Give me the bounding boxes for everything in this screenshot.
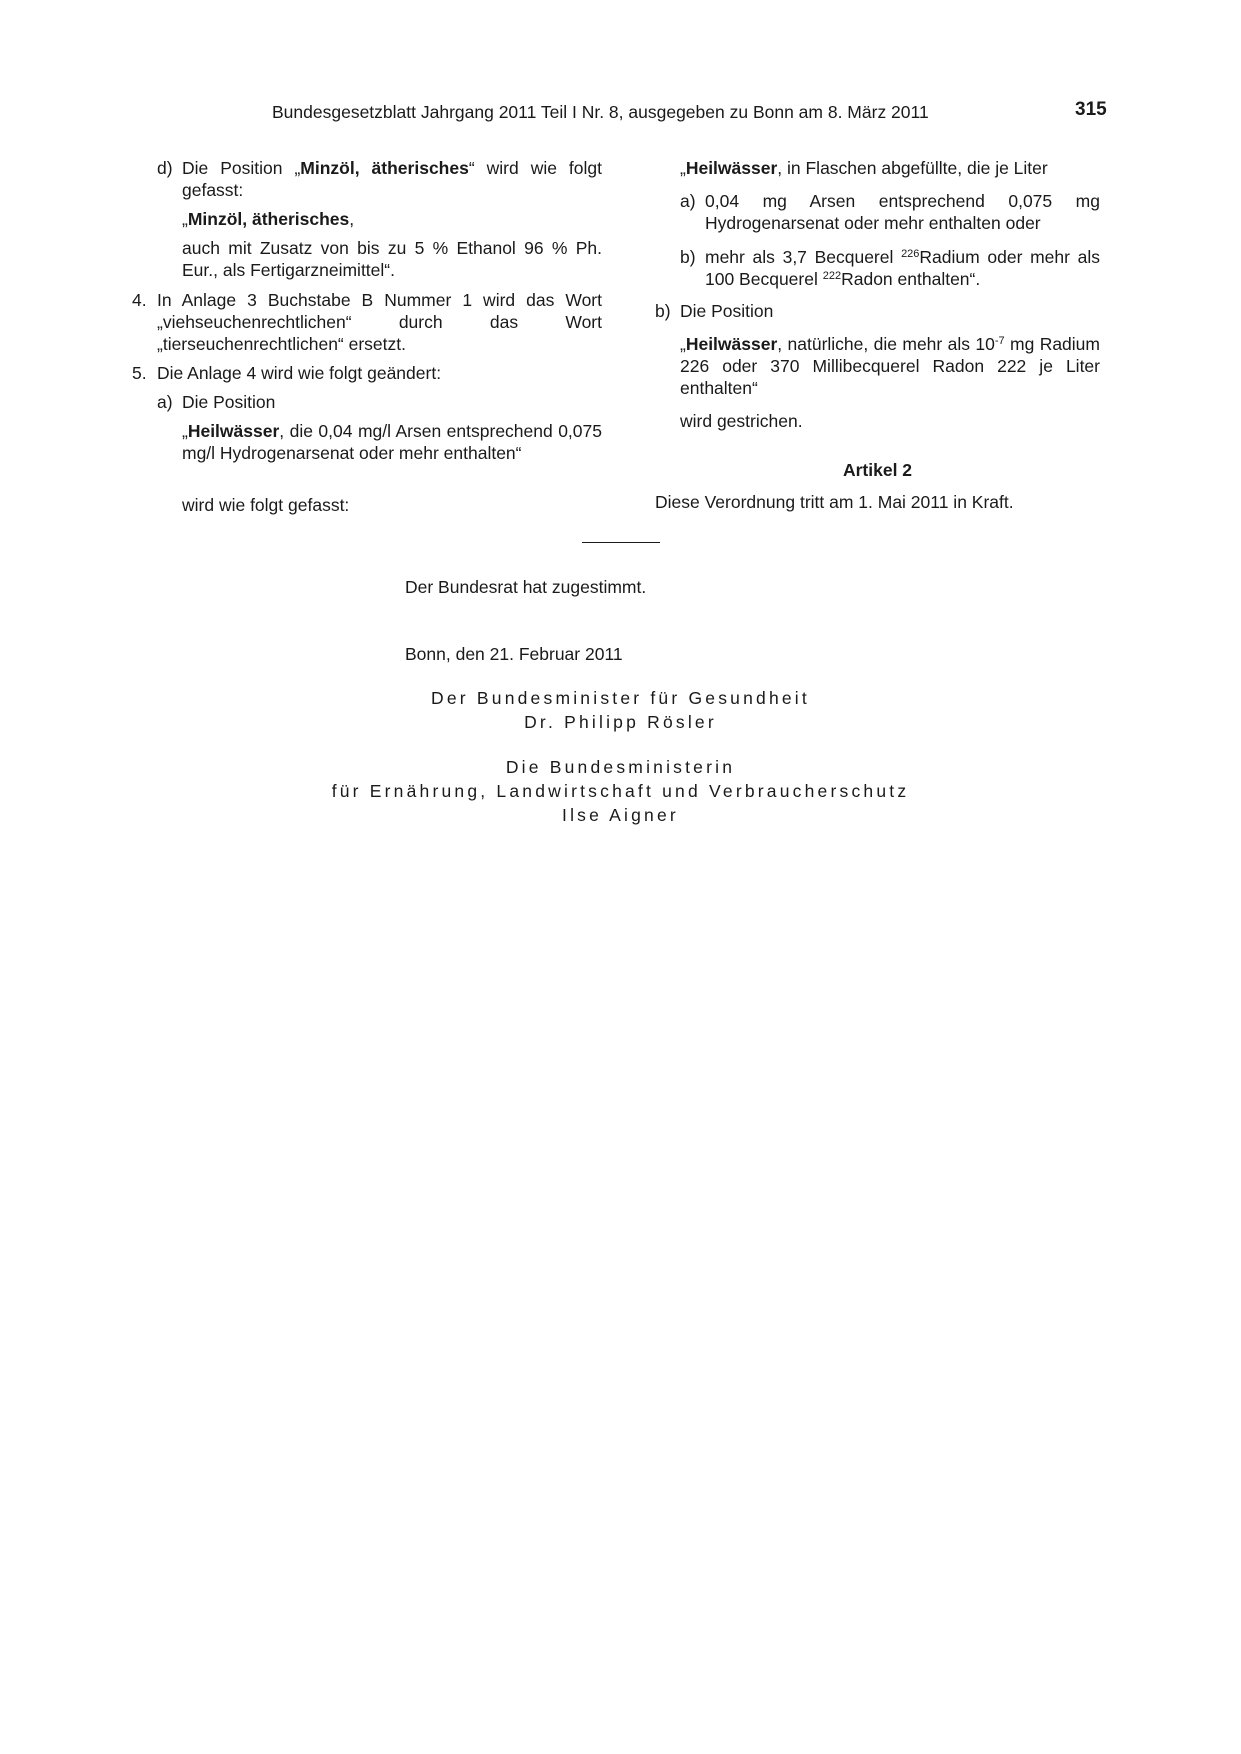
place-date: Bonn, den 21. Februar 2011 xyxy=(405,644,623,664)
item-5b-label: b) xyxy=(655,301,671,321)
item-d-quote: „Minzöl, ätherisches, xyxy=(182,209,355,229)
running-title: Bundesgesetzblatt Jahrgang 2011 Teil I Nr. 8, ausgegeben zu Bonn am 8. März 2011 xyxy=(272,102,929,122)
signature-2-title-line1: Die Bundesministerin xyxy=(505,757,736,777)
item-5-text: Die Anlage 4 wird wie folgt geändert: xyxy=(157,363,442,383)
section-divider xyxy=(582,542,660,543)
right-a-label: a) xyxy=(680,191,696,211)
signature-2-name: Ilse Aigner xyxy=(562,805,679,825)
item-5b-quote: „Heilwässer, natürliche, die mehr als $10^{-7}$ mg Radium 226 oder 370 Millibecquerel Radon 222 je Liter enthalten“ xyxy=(680,334,1100,398)
right-a-text: 0,04 mg Arsen entsprechend 0,075 mg Hydrogenarsenat oder mehr enthalten oder xyxy=(705,191,1100,233)
consent-statement: Der Bundesrat hat zugestimmt. xyxy=(405,577,647,597)
item-5a-text: Die Position xyxy=(182,392,276,412)
item-4-text: In Anlage 3 Buchstabe B Nummer 1 wird das Wort „viehseuchenrechtlichen“ durch das Wort „tierseuchenrechtlichen“ ersetzt. xyxy=(157,290,602,354)
article-2-text: Diese Verordnung tritt am 1. Mai 2011 in Kraft. xyxy=(655,492,1014,512)
signature-1-title: Der Bundesminister für Gesundheit xyxy=(431,688,810,708)
item-5a-after: wird wie folgt gefasst: xyxy=(182,495,350,515)
article-2-heading: Artikel 2 xyxy=(842,460,913,480)
item-d-label: d) xyxy=(157,158,173,178)
item-5a-quote: „Heilwässer, die 0,04 mg/l Arsen entsprechend 0,075 mg/l Hydrogenarsenat oder mehr enthalten“ xyxy=(182,421,602,463)
item-4-label: 4. xyxy=(132,290,147,310)
right-quote-heilwasser: „Heilwässer, in Flaschen abgefüllte, die je Liter xyxy=(680,158,1048,178)
item-d-detail: auch mit Zusatz von bis zu 5 % Ethanol 96 % Ph. Eur., als Fertigarzneimittel“. xyxy=(182,238,602,280)
page-number: 315 xyxy=(1075,99,1107,120)
item-5b-text: Die Position xyxy=(680,301,774,321)
item-d-text: Die Position „Minzöl, ätherisches“ wird wie folgt gefasst: xyxy=(182,158,603,200)
item-5-label: 5. xyxy=(132,363,147,383)
right-b-label: b) xyxy=(680,247,696,267)
signature-1-name: Dr. Philipp Rösler xyxy=(524,712,717,732)
item-5b-after: wird gestrichen. xyxy=(680,411,803,431)
item-5a-label: a) xyxy=(157,392,173,412)
signature-2-title-line2: für Ernährung, Landwirtschaft und Verbraucherschutz xyxy=(331,781,910,801)
right-b-text: mehr als 3,7 Becquerel $^{226}$Radium oder mehr als 100 Becquerel $^{222}$Radon enthalten“. xyxy=(705,247,1101,289)
